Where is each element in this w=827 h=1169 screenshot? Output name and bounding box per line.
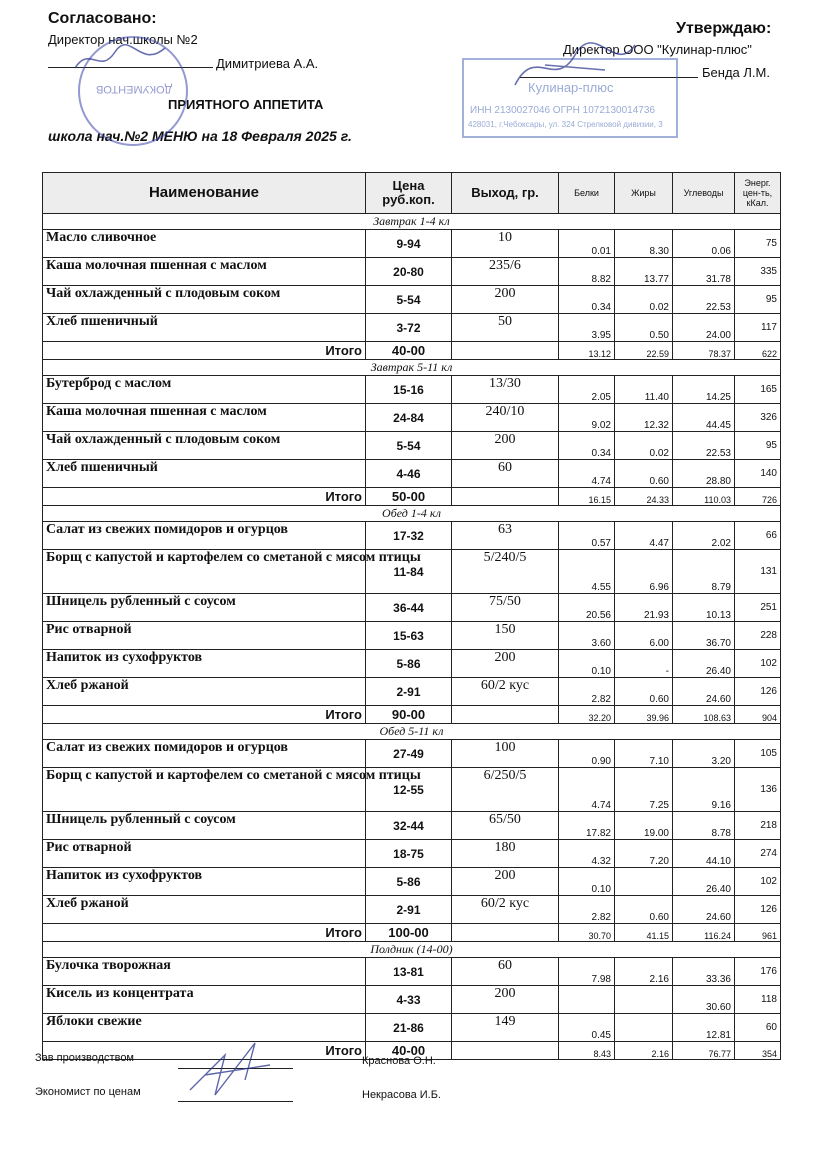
item-fat: 0.02	[615, 286, 673, 314]
item-fat	[615, 986, 673, 1014]
item-price: 17-32	[366, 522, 452, 550]
item-kcal: 117	[735, 314, 781, 342]
item-protein: 20.56	[559, 594, 615, 622]
item-kcal: 66	[735, 522, 781, 550]
item-protein: 3.95	[559, 314, 615, 342]
total-price: 100-00	[366, 924, 452, 942]
item-name: Каша молочная пшенная с маслом	[43, 258, 366, 286]
item-carbs: 22.53	[673, 286, 735, 314]
section-row	[43, 360, 781, 376]
section-row	[43, 214, 781, 230]
menu-title: школа нач.№2 МЕНЮ на 18 Февраля 2025 г.	[48, 128, 352, 144]
table-row	[43, 286, 781, 314]
item-price: 2-91	[366, 678, 452, 706]
item-kcal: 218	[735, 812, 781, 840]
item-protein: 0.10	[559, 650, 615, 678]
total-row	[43, 342, 781, 360]
item-yield: 50	[452, 314, 559, 342]
item-price: 20-80	[366, 258, 452, 286]
item-price: 11-84	[366, 550, 452, 594]
item-yield: 13/30	[452, 376, 559, 404]
total-price: 50-00	[366, 488, 452, 506]
table-row	[43, 432, 781, 460]
item-fat: 0.60	[615, 896, 673, 924]
item-protein: 2.05	[559, 376, 615, 404]
table-row	[43, 650, 781, 678]
item-kcal: 176	[735, 958, 781, 986]
economist-signature-line	[178, 1101, 293, 1102]
item-fat: -	[615, 650, 673, 678]
item-yield: 240/10	[452, 404, 559, 432]
total-protein: 8.43	[559, 1042, 615, 1060]
item-fat: 13.77	[615, 258, 673, 286]
item-price: 15-16	[366, 376, 452, 404]
item-protein: 0.57	[559, 522, 615, 550]
total-label: Итого	[43, 342, 366, 360]
item-kcal: 131	[735, 550, 781, 594]
table-row	[43, 594, 781, 622]
item-name: Каша молочная пшенная с маслом	[43, 404, 366, 432]
item-carbs: 28.80	[673, 460, 735, 488]
item-protein: 0.90	[559, 740, 615, 768]
item-name: Булочка творожная	[43, 958, 366, 986]
item-kcal: 228	[735, 622, 781, 650]
item-fat: 2.16	[615, 958, 673, 986]
item-yield: 180	[452, 840, 559, 868]
total-label: Итого	[43, 924, 366, 942]
total-protein: 16.15	[559, 488, 615, 506]
item-price: 4-46	[366, 460, 452, 488]
confirm-name: Бенда Л.М.	[702, 65, 770, 80]
confirm-title: Утверждаю:	[676, 20, 772, 37]
table-row	[43, 868, 781, 896]
total-yield-empty	[452, 488, 559, 506]
total-fat: 22.59	[615, 342, 673, 360]
item-name: Масло сливочное	[43, 230, 366, 258]
rect-stamp-line-1: Кулинар-плюс	[528, 80, 614, 95]
total-kcal: 726	[735, 488, 781, 506]
round-stamp-text: ДОКУМЕНТОВ	[96, 83, 173, 95]
table-row	[43, 768, 781, 812]
item-protein: 0.45	[559, 1014, 615, 1042]
item-name: Чай охлажденный с плодовым соком	[43, 432, 366, 460]
item-carbs: 26.40	[673, 650, 735, 678]
item-price: 2-91	[366, 896, 452, 924]
item-name: Салат из свежих помидоров и огурцов	[43, 740, 366, 768]
total-protein: 13.12	[559, 342, 615, 360]
item-name: Напиток из сухофруктов	[43, 868, 366, 896]
item-kcal: 140	[735, 460, 781, 488]
item-yield: 5/240/5	[452, 550, 559, 594]
total-carbs: 76.77	[673, 1042, 735, 1060]
approved-signature	[70, 40, 170, 80]
header-price: Цена руб.коп.	[366, 173, 452, 214]
item-protein: 17.82	[559, 812, 615, 840]
approved-position: Директор нач.школы №2	[48, 32, 198, 47]
section-title: Завтрак 1-4 кл	[43, 214, 781, 230]
item-carbs: 8.78	[673, 812, 735, 840]
total-row	[43, 706, 781, 724]
item-carbs: 12.81	[673, 1014, 735, 1042]
item-name: Бутерброд с маслом	[43, 376, 366, 404]
item-kcal: 118	[735, 986, 781, 1014]
item-yield: 63	[452, 522, 559, 550]
item-name: Борщ с капустой и картофелем со сметаной с мясом птицы	[43, 768, 366, 812]
item-price: 32-44	[366, 812, 452, 840]
item-fat: 12.32	[615, 404, 673, 432]
item-yield: 75/50	[452, 594, 559, 622]
item-carbs: 14.25	[673, 376, 735, 404]
item-carbs: 44.10	[673, 840, 735, 868]
item-yield: 200	[452, 986, 559, 1014]
item-name: Рис отварной	[43, 622, 366, 650]
item-carbs: 10.13	[673, 594, 735, 622]
item-kcal: 60	[735, 1014, 781, 1042]
item-name: Хлеб ржаной	[43, 678, 366, 706]
table-row	[43, 896, 781, 924]
total-yield-empty	[452, 342, 559, 360]
table-row	[43, 1014, 781, 1042]
item-kcal: 165	[735, 376, 781, 404]
rect-stamp-line-2: ИНН 2130027046 ОГРН 1072130014736	[470, 105, 655, 116]
item-fat: 7.10	[615, 740, 673, 768]
total-fat: 39.96	[615, 706, 673, 724]
header-protein: Белки	[559, 173, 615, 214]
section-title: Обед 1-4 кл	[43, 506, 781, 522]
item-price: 21-86	[366, 1014, 452, 1042]
item-price: 5-54	[366, 286, 452, 314]
item-name: Борщ с капустой и картофелем со сметаной с мясом птицы	[43, 550, 366, 594]
item-carbs: 8.79	[673, 550, 735, 594]
economist-name: Некрасова И.Б.	[362, 1089, 441, 1101]
total-price: 90-00	[366, 706, 452, 724]
item-protein: 4.74	[559, 460, 615, 488]
item-name: Хлеб пшеничный	[43, 460, 366, 488]
item-fat: 6.96	[615, 550, 673, 594]
table-row	[43, 230, 781, 258]
item-fat: 8.30	[615, 230, 673, 258]
item-protein	[559, 986, 615, 1014]
table-row	[43, 622, 781, 650]
item-name: Шницель рубленный с соусом	[43, 812, 366, 840]
table-row	[43, 740, 781, 768]
item-protein: 0.34	[559, 286, 615, 314]
total-protein: 32.20	[559, 706, 615, 724]
item-carbs: 24.00	[673, 314, 735, 342]
total-yield-empty	[452, 1042, 559, 1060]
item-protein: 2.82	[559, 678, 615, 706]
item-fat	[615, 868, 673, 896]
item-carbs: 26.40	[673, 868, 735, 896]
section-row	[43, 506, 781, 522]
item-kcal: 274	[735, 840, 781, 868]
item-protein: 8.82	[559, 258, 615, 286]
greeting: ПРИЯТНОГО АППЕТИТА	[168, 97, 324, 112]
item-carbs: 30.60	[673, 986, 735, 1014]
item-protein: 4.32	[559, 840, 615, 868]
total-label: Итого	[43, 1042, 366, 1060]
item-yield: 150	[452, 622, 559, 650]
item-fat: 0.50	[615, 314, 673, 342]
item-fat	[615, 1014, 673, 1042]
item-price: 5-86	[366, 868, 452, 896]
production-label: Зав производством	[35, 1052, 134, 1064]
total-kcal: 961	[735, 924, 781, 942]
item-yield: 200	[452, 650, 559, 678]
total-label: Итого	[43, 706, 366, 724]
item-protein: 4.55	[559, 550, 615, 594]
item-protein: 0.34	[559, 432, 615, 460]
item-fat: 21.93	[615, 594, 673, 622]
table-row	[43, 460, 781, 488]
header-yield: Выход, гр.	[452, 173, 559, 214]
item-kcal: 102	[735, 868, 781, 896]
total-carbs: 116.24	[673, 924, 735, 942]
header-fat: Жиры	[615, 173, 673, 214]
item-name: Чай охлажденный с плодовым соком	[43, 286, 366, 314]
table-row	[43, 314, 781, 342]
production-signature	[185, 1035, 275, 1100]
section-row	[43, 724, 781, 740]
item-name: Салат из свежих помидоров и огурцов	[43, 522, 366, 550]
economist-label: Экономист по ценам	[35, 1086, 141, 1098]
item-protein: 3.60	[559, 622, 615, 650]
item-yield: 200	[452, 286, 559, 314]
item-carbs: 44.45	[673, 404, 735, 432]
item-kcal: 326	[735, 404, 781, 432]
item-yield: 100	[452, 740, 559, 768]
item-name: Хлеб ржаной	[43, 896, 366, 924]
total-carbs: 108.63	[673, 706, 735, 724]
total-fat: 24.33	[615, 488, 673, 506]
item-yield: 6/250/5	[452, 768, 559, 812]
item-name: Рис отварной	[43, 840, 366, 868]
item-name: Хлеб пшеничный	[43, 314, 366, 342]
total-protein: 30.70	[559, 924, 615, 942]
total-yield-empty	[452, 706, 559, 724]
confirm-position: Директор ООО "Кулинар-плюс"	[563, 42, 752, 57]
table-row	[43, 986, 781, 1014]
item-name: Напиток из сухофруктов	[43, 650, 366, 678]
production-name: Краснова О.Н.	[362, 1055, 436, 1067]
total-fat: 2.16	[615, 1042, 673, 1060]
table-row	[43, 550, 781, 594]
total-carbs: 110.03	[673, 488, 735, 506]
item-kcal: 335	[735, 258, 781, 286]
item-fat: 4.47	[615, 522, 673, 550]
table-row	[43, 376, 781, 404]
table-row	[43, 678, 781, 706]
item-kcal: 75	[735, 230, 781, 258]
item-price: 12-55	[366, 768, 452, 812]
section-row	[43, 942, 781, 958]
item-fat: 7.20	[615, 840, 673, 868]
item-carbs: 9.16	[673, 768, 735, 812]
total-kcal: 622	[735, 342, 781, 360]
header-row	[43, 173, 781, 214]
item-fat: 0.02	[615, 432, 673, 460]
total-kcal: 354	[735, 1042, 781, 1060]
header-energy: Энерг. цен-ть, кКал.	[735, 173, 781, 214]
header-carbs: Углеводы	[673, 173, 735, 214]
section-title: Обед 5-11 кл	[43, 724, 781, 740]
item-carbs: 3.20	[673, 740, 735, 768]
menu-table	[42, 172, 781, 1060]
rect-stamp-line-3: 428031, г.Чебоксары, ул. 324 Стрелковой дивизии, 3	[468, 120, 663, 129]
item-carbs: 33.36	[673, 958, 735, 986]
item-kcal: 126	[735, 678, 781, 706]
item-fat: 0.60	[615, 460, 673, 488]
item-carbs: 24.60	[673, 896, 735, 924]
item-kcal: 251	[735, 594, 781, 622]
item-carbs: 31.78	[673, 258, 735, 286]
total-label: Итого	[43, 488, 366, 506]
item-carbs: 36.70	[673, 622, 735, 650]
total-row	[43, 488, 781, 506]
table-row	[43, 404, 781, 432]
total-row	[43, 924, 781, 942]
item-protein: 0.01	[559, 230, 615, 258]
item-yield: 200	[452, 868, 559, 896]
item-price: 9-94	[366, 230, 452, 258]
item-price: 27-49	[366, 740, 452, 768]
item-yield: 149	[452, 1014, 559, 1042]
item-carbs: 22.53	[673, 432, 735, 460]
item-yield: 200	[452, 432, 559, 460]
item-yield: 60/2 кус	[452, 896, 559, 924]
item-yield: 60/2 кус	[452, 678, 559, 706]
total-fat: 41.15	[615, 924, 673, 942]
table-row	[43, 840, 781, 868]
total-carbs: 78.37	[673, 342, 735, 360]
item-carbs: 0.06	[673, 230, 735, 258]
item-kcal: 105	[735, 740, 781, 768]
approved-name: Димитриева А.А.	[216, 56, 319, 71]
item-kcal: 126	[735, 896, 781, 924]
item-yield: 65/50	[452, 812, 559, 840]
table-row	[43, 522, 781, 550]
item-price: 3-72	[366, 314, 452, 342]
table-row	[43, 258, 781, 286]
item-price: 15-63	[366, 622, 452, 650]
total-kcal: 904	[735, 706, 781, 724]
item-fat: 0.60	[615, 678, 673, 706]
total-price: 40-00	[366, 1042, 452, 1060]
table-row	[43, 812, 781, 840]
item-protein: 7.98	[559, 958, 615, 986]
table-row	[43, 958, 781, 986]
item-protein: 2.82	[559, 896, 615, 924]
item-kcal: 102	[735, 650, 781, 678]
approved-title: Согласовано:	[48, 10, 157, 27]
item-name: Шницель рубленный с соусом	[43, 594, 366, 622]
total-price: 40-00	[366, 342, 452, 360]
item-kcal: 136	[735, 768, 781, 812]
item-protein: 4.74	[559, 768, 615, 812]
confirm-signature	[505, 35, 645, 95]
item-fat: 11.40	[615, 376, 673, 404]
item-price: 18-75	[366, 840, 452, 868]
item-price: 4-33	[366, 986, 452, 1014]
item-yield: 10	[452, 230, 559, 258]
item-fat: 7.25	[615, 768, 673, 812]
item-kcal: 95	[735, 286, 781, 314]
item-price: 24-84	[366, 404, 452, 432]
item-price: 13-81	[366, 958, 452, 986]
header-name: Наименование	[43, 173, 366, 214]
item-price: 5-54	[366, 432, 452, 460]
item-name: Кисель из концентрата	[43, 986, 366, 1014]
item-kcal: 95	[735, 432, 781, 460]
item-fat: 6.00	[615, 622, 673, 650]
total-yield-empty	[452, 924, 559, 942]
item-name: Яблоки свежие	[43, 1014, 366, 1042]
item-protein: 0.10	[559, 868, 615, 896]
item-price: 5-86	[366, 650, 452, 678]
item-price: 36-44	[366, 594, 452, 622]
item-yield: 60	[452, 958, 559, 986]
item-carbs: 2.02	[673, 522, 735, 550]
item-carbs: 24.60	[673, 678, 735, 706]
item-yield: 235/6	[452, 258, 559, 286]
item-fat: 19.00	[615, 812, 673, 840]
item-yield: 60	[452, 460, 559, 488]
section-title: Полдник (14-00)	[43, 942, 781, 958]
item-protein: 9.02	[559, 404, 615, 432]
section-title: Завтрак 5-11 кл	[43, 360, 781, 376]
